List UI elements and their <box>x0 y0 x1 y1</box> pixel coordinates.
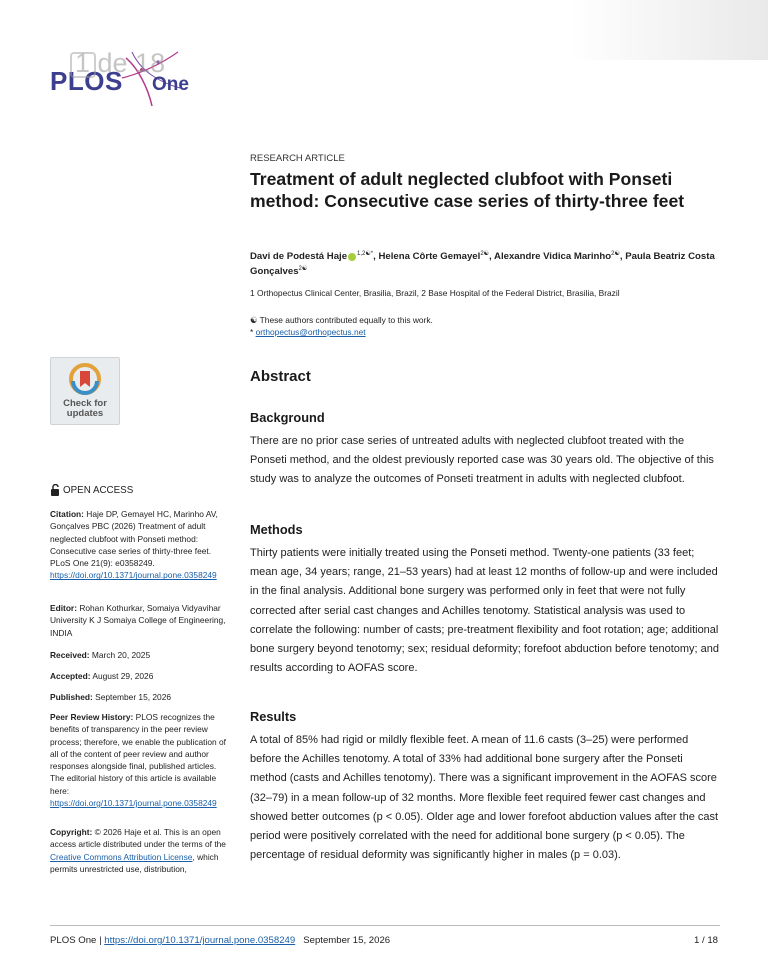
editor-text: Rohan Kothurkar, Somaiya Vidyavihar University K J Somaiya College of Engineering, INDIA <box>50 603 226 638</box>
published-block <box>50 691 230 703</box>
author-affiliation-sup: 1,2☯* <box>357 251 374 257</box>
copyright-tail: , which permits unrestricted use, distribution, <box>50 851 219 874</box>
abstract-heading: Abstract <box>250 368 311 385</box>
citation-label: Citation: <box>50 509 84 519</box>
corner-shadow <box>568 0 768 60</box>
author-affiliation-sup: 2☯ <box>611 251 620 257</box>
citation-text: Haje DP, Gemayel HC, Marinho AV, Gonçalves PBC (2026) Treatment of adult neglected clubfoot with Ponseti method: Consecutive case series of thirty-three feet. PLoS One 21(9): e0358249. <box>50 509 218 569</box>
peer-review-label: Peer Review History: <box>50 712 134 722</box>
author-separator: , <box>373 251 379 263</box>
peer-review-text: PLOS recognizes the benefits of transparency in the peer review process; therefore, we enable the publication of all of the content of peer review and author responses alongside final, published articles. The editorial history of this article is available here: <box>50 712 226 796</box>
article-type: RESEARCH ARTICLE <box>250 153 345 164</box>
received-label: Received: <box>50 650 90 660</box>
check-for-updates-label <box>51 399 119 419</box>
accepted-block <box>50 670 230 682</box>
open-lock-icon <box>50 484 60 496</box>
accepted-date: August 29, 2026 <box>92 671 154 681</box>
footer-journal: PLOS One <box>50 935 97 946</box>
methods-text: Thirty patients were initially treated using the Ponseti method. Twenty-one patients (33 feet; mean age, 34 years; range, 21–53 years) had at least 12 months of follow-up and were included in the final analysis. Additional bone surgery was performed only in feet that were not fully corrected after serial cast changes and Achilles tenotomy. Statistical analysis was used to correlate the following: number of casts; pre-treatment flexibility and foot rotation; age; additional bone surgery beyond tenotomy; sex; residual deformity; forefoot abduction before tenotomy; and results according to AOFAS score. <box>250 547 719 675</box>
author-name[interactable]: Paula Beatriz Costa Gonçalves <box>250 251 715 278</box>
copyright-block <box>50 826 230 875</box>
background-heading: Background <box>250 410 325 425</box>
open-access-label <box>50 484 133 496</box>
equal-contribution-note: ☯ These authors contributed equally to this work. <box>250 315 433 325</box>
published-label: Published: <box>50 692 93 702</box>
bookmark-badge-icon <box>69 363 101 397</box>
peer-review-block <box>50 711 230 809</box>
footer-doi-link[interactable]: https://doi.org/10.1371/journal.pone.0358249 <box>104 935 296 946</box>
copyright-text: © 2026 Haje et al. This is an open access article distributed under the terms of the <box>50 827 226 850</box>
check-label-line1: Check for <box>63 398 107 409</box>
results-heading: Results <box>250 709 297 724</box>
received-block <box>50 649 230 661</box>
check-for-updates-button[interactable] <box>50 357 120 425</box>
page-counter-overlay: 1 de 18 <box>75 48 166 78</box>
author-affiliation-sup: 2☯ <box>298 266 308 273</box>
author-separator: , <box>489 251 495 263</box>
logo-plos-text: PLOS <box>50 66 123 96</box>
results-text: A total of 85% had rigid or mildly flexible feet. A mean of 11.6 casts (3–25) were performed before the Achilles tenotomy. A total of 33% had additional bone surgery after the Ponseti method (casts and Achilles tenotomy). There was a significant improvement in the AOFAS score (32–79) in a mean follow-up of 32 months. More flexible feet required fewer cast changes and showed better outcomes (p < 0.05). Older age and lower forefoot abduction values after the cast period were positively correlated with the need for additional bone surgery (p < 0.05). The percentage of residual deformity was significantly higher in males (p = 0.03). <box>250 734 719 862</box>
accepted-label: Accepted: <box>50 671 91 681</box>
background-text: There are no prior case series of untreated adults with neglected clubfoot treated with the Ponseti method, and the oldest previously reported case was 30 years old. The objective of this study was to analyze the outcomes of Ponseti treatment in adults with neglected clubfoot. <box>250 435 714 486</box>
methods-heading: Methods <box>250 522 303 537</box>
author-separator: , <box>619 251 626 263</box>
affiliations: 1 Orthopectus Clinical Center, Brasilia, Brazil, 2 Base Hospital of the Federal District, Brasilia, Brazil <box>250 288 620 298</box>
citation-doi-link[interactable]: https://doi.org/10.1371/journal.pone.0358249 <box>50 570 217 581</box>
footer-divider <box>50 925 720 926</box>
editor-label: Editor: <box>50 603 77 613</box>
license-link[interactable]: Creative Commons Attribution License <box>50 851 193 862</box>
author-name[interactable]: Helena Côrte Gemayel <box>378 251 481 263</box>
logo-one-text: One <box>152 74 189 95</box>
orcid-icon[interactable] <box>348 253 356 261</box>
open-access-text: OPEN ACCESS <box>63 484 134 496</box>
author-notes <box>250 314 720 338</box>
peer-review-link[interactable]: https://doi.org/10.1371/journal.pone.0358249 <box>50 798 217 809</box>
article-title: Treatment of adult neglected clubfoot with Ponseti method: Consecutive case series of thirty-three feet <box>250 169 685 211</box>
author-name[interactable]: Alexandre Vidica Marinho <box>494 251 612 263</box>
author-list <box>250 248 720 278</box>
author-affiliation-sup: 2☯ <box>480 251 490 257</box>
footer-page-number: 1 / 18 <box>693 935 718 946</box>
corresponding-email-link[interactable]: orthopectus@orthopectus.net <box>255 327 366 337</box>
corresponding-email-row: * orthopectus@orthopectus.net <box>250 327 366 337</box>
footer: PLOS One | https://doi.org/10.1371/journal.pone.0358249 September 15, 2026 <box>50 935 391 946</box>
published-date: September 15, 2026 <box>95 692 172 702</box>
footer-date: September 15, 2026 <box>303 935 391 946</box>
editor-block <box>50 602 230 639</box>
citation-block <box>50 508 230 582</box>
author-name[interactable]: Davi de Podestá Haje <box>250 251 348 263</box>
check-label-line2: updates <box>66 408 104 419</box>
received-date: March 20, 2025 <box>91 650 151 660</box>
copyright-label: Copyright: <box>50 827 93 837</box>
